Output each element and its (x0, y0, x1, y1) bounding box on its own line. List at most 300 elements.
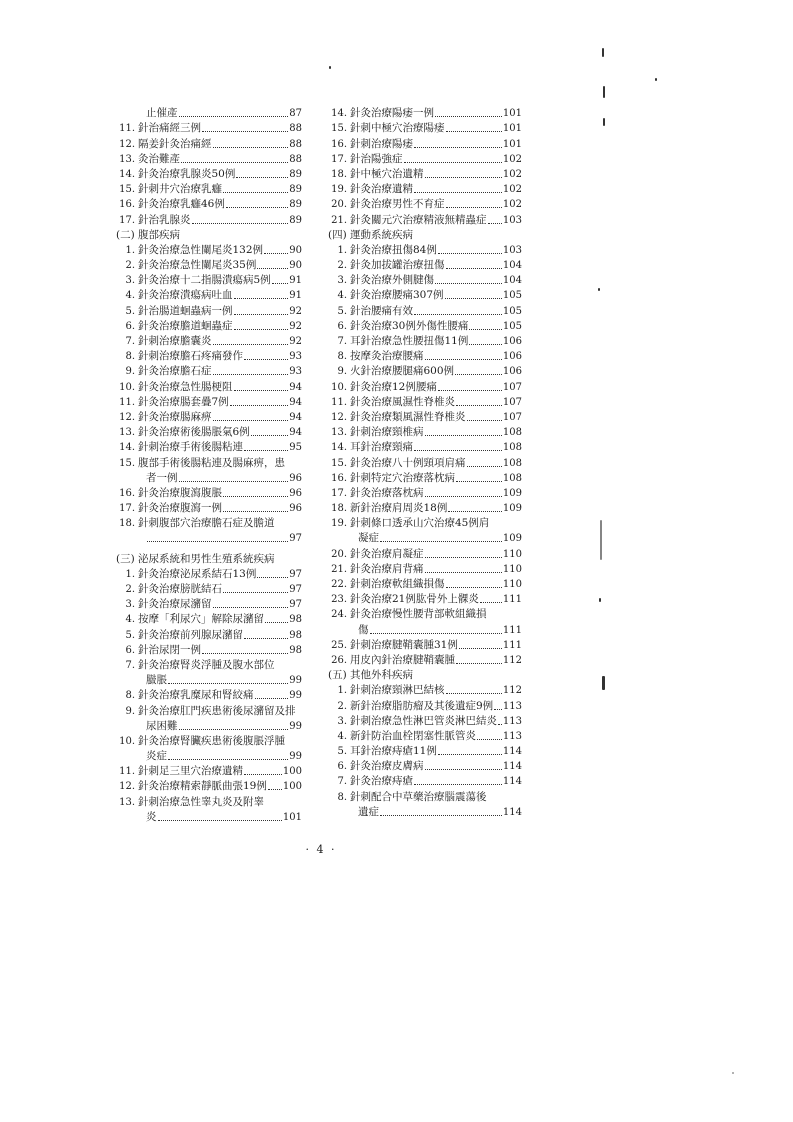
toc-entry (116, 486, 302, 501)
entry-title: 針灸治療21例肱骨外上髁炎 (350, 593, 479, 606)
entry-page-number: 97 (289, 599, 302, 611)
toc-entry (116, 794, 302, 809)
entry-title: 針灸治療乳癰46例 (138, 198, 225, 211)
entry-title: 者一例 (146, 471, 178, 484)
entry-title: 耳針治療急性腰扭傷11例 (350, 335, 469, 347)
entry-page-number: 111 (502, 624, 522, 636)
entry-number: 9. (337, 366, 347, 378)
entry-number: 11. (119, 123, 135, 135)
toc-entry (116, 152, 302, 167)
entry-number: 22. (331, 579, 347, 590)
entry-number: 24. (331, 609, 347, 621)
toc-entry (116, 364, 302, 379)
entry-number: 17. (119, 503, 135, 515)
toc-entry (116, 567, 302, 582)
entry-title: 針刺治療手術後腸粘連 (138, 441, 243, 454)
toc-entry (328, 516, 522, 531)
entry-title: 針灸治療急性腸梗阻 (138, 380, 233, 393)
entry-title: 針灸治療12例腰痛 (350, 380, 437, 393)
entry-title: 炎症 (146, 750, 167, 763)
entry-title: 針刺治療軟組織損傷 (350, 578, 445, 590)
entry-number: 15. (331, 123, 347, 135)
toc-entry (116, 136, 302, 151)
entry-page-number: 113 (502, 715, 522, 727)
entry-page-number: 106 (502, 336, 522, 347)
toc-entry (328, 212, 522, 227)
toc-entry (328, 759, 522, 774)
toc-entry (328, 714, 522, 729)
entry-number: 16. (119, 487, 135, 499)
dot-leader (446, 131, 502, 132)
entry-number: 1. (337, 244, 347, 256)
dot-leader (498, 724, 502, 725)
dot-leader (456, 405, 502, 406)
entry-page-number: 98 (289, 644, 302, 656)
entry-number: 13. (119, 153, 135, 165)
entry-page-number: 91 (289, 290, 302, 302)
entry-title: 針灸治療30例外傷性腰痛 (350, 319, 469, 332)
dot-leader (202, 131, 288, 132)
dot-leader (414, 147, 502, 148)
entry-title: 炎 (146, 810, 157, 823)
entry-page-number: 97 (289, 533, 302, 545)
toc-entry-continuation (116, 471, 302, 486)
entry-title: 針治尿閉一例 (138, 643, 201, 656)
dot-leader (244, 359, 288, 360)
entry-page-number: 88 (289, 153, 302, 165)
entry-title: 針灸治療痔瘡 (350, 775, 413, 788)
entry-page-number: 101 (282, 811, 302, 823)
entry-number: 5. (337, 305, 347, 317)
entry-number: 20. (331, 199, 347, 211)
entry-title: 針灸治療急性闌尾炎35例 (138, 259, 257, 272)
toc-entry-continuation (116, 810, 302, 825)
entry-title: 針治痛經三例 (138, 122, 201, 135)
toc-entry (116, 779, 302, 794)
entry-number: 14. (331, 108, 347, 120)
entry-number: 6. (125, 644, 135, 656)
entry-number: 23. (331, 594, 347, 606)
entry-number: 13. (331, 427, 347, 439)
toc-column-right (328, 106, 522, 820)
entry-number: 1. (125, 244, 135, 256)
section-heading: (四) 運動系統疾病 (328, 228, 414, 241)
entry-number: 14. (331, 442, 347, 454)
dot-leader (223, 592, 288, 593)
dot-leader (488, 223, 502, 224)
entry-title: 耳針治療頸痛 (350, 441, 413, 454)
toc-entry (116, 319, 302, 334)
entry-title: 針灸治療落枕病 (350, 486, 424, 499)
entry-number: 11. (331, 396, 347, 408)
entry-title: 針刺治療膽石疼痛發作 (138, 350, 243, 363)
entry-number: 11. (119, 396, 135, 408)
dot-leader (223, 496, 288, 497)
entry-number: 1. (337, 685, 347, 697)
dot-leader (255, 698, 289, 699)
dot-leader (257, 268, 288, 269)
entry-title: 針灸治療肩凝症 (350, 547, 424, 560)
dot-leader (213, 147, 289, 148)
toc-entry (328, 455, 522, 470)
entry-page-number: 89 (289, 168, 302, 180)
toc-entry (328, 729, 522, 744)
entry-title: 針治腸道蛔蟲病一例 (138, 304, 233, 317)
entry-page-number: 103 (502, 244, 522, 256)
entry-page-number: 106 (502, 366, 522, 378)
toc-entry (116, 612, 302, 627)
entry-page-number: 111 (502, 639, 522, 651)
toc-entry (328, 121, 522, 136)
entry-title: 針灸關元穴治療精液無精蟲症 (350, 213, 487, 226)
entry-page-number: 113 (502, 700, 522, 712)
toc-entry (116, 582, 302, 597)
entry-title: 針灸治療泌尿系結石13例 (138, 567, 257, 580)
entry-number: 2. (125, 260, 135, 272)
entry-title: 腹部手術後腸粘連及腸麻痹，患 (138, 456, 285, 469)
dot-leader (446, 587, 502, 588)
entry-title: 針治陽強症 (350, 152, 403, 165)
entry-page-number: 114 (502, 746, 522, 758)
entry-number: 14. (119, 168, 135, 180)
toc-entry (328, 425, 522, 440)
entry-page-number: 109 (502, 533, 522, 545)
entry-number: 6. (125, 320, 135, 332)
entry-title: 針灸治療術後腸脹氣6例 (138, 426, 250, 439)
entry-number: 5. (125, 305, 135, 317)
entry-page-number: 99 (289, 690, 302, 702)
entry-title: 新針防治血栓閉塞性脈管炎 (350, 729, 476, 742)
entry-page-number: 96 (289, 487, 302, 499)
dot-leader (192, 223, 289, 224)
entry-title: 針灸治療腰痛307例 (350, 289, 444, 302)
toc-entry (116, 258, 302, 273)
dot-leader (469, 329, 502, 330)
toc-entry (328, 395, 522, 410)
toc-entry (116, 349, 302, 364)
section-heading: (五) 其他外科疾病 (328, 669, 414, 682)
dot-leader (264, 253, 288, 254)
toc-entry (116, 243, 302, 258)
entry-number: 2. (125, 584, 135, 595)
entry-title: 用皮內針治療腱鞘囊腫 (350, 653, 455, 666)
entry-number: 3. (125, 599, 135, 611)
entry-page-number: 94 (289, 427, 302, 439)
dot-leader (459, 648, 502, 649)
entry-number: 14. (119, 442, 135, 454)
toc-entry (116, 182, 302, 197)
scan-speck (655, 78, 657, 81)
toc-entry (116, 597, 302, 612)
toc-entry (328, 243, 522, 258)
dot-leader (456, 481, 502, 482)
dot-leader (213, 344, 289, 345)
entry-page-number: 111 (502, 594, 522, 606)
dot-leader (226, 207, 288, 208)
entry-title: 按摩灸治療腰痛 (350, 350, 424, 363)
entry-number: 10. (119, 735, 135, 747)
scan-speck (602, 676, 605, 690)
dot-leader (469, 344, 502, 345)
dot-leader (244, 774, 282, 775)
dot-leader (477, 739, 502, 740)
toc-entry (116, 379, 302, 394)
entry-page-number: 110 (502, 579, 522, 590)
dot-leader (223, 511, 288, 512)
dot-leader (425, 177, 502, 178)
entry-page-number: 107 (502, 381, 522, 393)
entry-page-number: 98 (289, 629, 302, 641)
scan-speck (599, 598, 601, 602)
entry-title: 針治乳腺炎 (138, 213, 191, 226)
scan-speck (329, 66, 331, 69)
toc-entry (328, 197, 522, 212)
dot-leader (370, 633, 502, 634)
entry-title: 針灸治療腸麻痹 (138, 410, 212, 423)
entry-number: 18. (119, 518, 135, 530)
entry-title: 針灸治療慢性腰背部軟組織損 (350, 608, 487, 621)
entry-number: 17. (331, 487, 347, 499)
entry-page-number: 108 (502, 472, 522, 484)
toc-entry (328, 349, 522, 364)
page-number: · 4 · (305, 843, 337, 856)
entry-title: 針刺足三里穴治療遺精 (138, 765, 243, 778)
toc-entry-continuation (116, 106, 302, 121)
entry-number: 12. (119, 781, 135, 793)
entry-page-number: 108 (502, 457, 522, 469)
dot-leader (425, 572, 502, 573)
entry-number: 5. (125, 629, 135, 641)
entry-page-number: 97 (289, 584, 302, 595)
entry-number: 2. (337, 260, 347, 272)
entry-page-number: 100 (282, 781, 302, 793)
dot-leader (438, 754, 502, 755)
entry-page-number: 88 (289, 123, 302, 135)
entry-number: 16. (331, 472, 347, 484)
entry-number: 9. (125, 366, 135, 378)
toc-entry (116, 395, 302, 410)
entry-number: 4. (337, 730, 347, 742)
entry-title: 針灸治療精索靜脈曲張19例 (138, 780, 267, 793)
toc-entry (116, 688, 302, 703)
entry-page-number: 97 (289, 568, 302, 580)
entry-page-number: 110 (502, 563, 522, 575)
entry-number: 19. (331, 518, 347, 530)
dot-leader (414, 314, 502, 315)
toc-entry (116, 643, 302, 658)
dot-leader (234, 298, 289, 299)
dot-leader (446, 693, 502, 694)
dot-leader (380, 541, 502, 542)
entry-title: 臌脹 (146, 674, 167, 687)
entry-title: 針治腰痛有效 (350, 304, 413, 317)
entry-page-number: 94 (289, 411, 302, 423)
toc-entry (328, 273, 522, 288)
dot-leader (425, 769, 502, 770)
entry-title: 針灸治療風濕性脊椎炎 (350, 395, 455, 408)
entry-page-number: 102 (502, 168, 522, 180)
entry-number: 4. (337, 290, 347, 302)
entry-title: 針灸治療膽石症 (138, 365, 212, 378)
toc-entry (116, 288, 302, 303)
toc-entry (116, 734, 302, 749)
dot-leader (202, 653, 288, 654)
entry-title: 針刺中極穴治療陽痿 (350, 122, 445, 135)
dot-leader (455, 374, 502, 375)
entry-page-number: 88 (289, 138, 302, 150)
entry-page-number: 102 (502, 184, 522, 196)
dot-leader (446, 207, 502, 208)
entry-title: 尿困難 (146, 719, 178, 732)
entry-number: 17. (119, 214, 135, 226)
entry-title: 針灸治療外側腱傷 (350, 274, 434, 287)
entry-title: 針灸治療八十例頸項肩痛 (350, 456, 466, 469)
entry-page-number: 101 (502, 108, 522, 120)
entry-number: 18. (331, 503, 347, 515)
toc-entry (328, 410, 522, 425)
entry-page-number: 101 (502, 138, 522, 150)
dot-leader (179, 116, 289, 117)
toc-entry (116, 273, 302, 288)
entry-number: 16. (331, 138, 347, 150)
entry-title: 針中極穴治遺精 (350, 167, 424, 180)
dot-leader (265, 622, 288, 623)
toc-entry (116, 703, 302, 718)
dot-leader (438, 253, 502, 254)
entry-number: 2. (337, 700, 347, 712)
entry-title: 隔姜針灸治痛經 (138, 137, 212, 150)
entry-title: 針刺治療陽痿 (350, 137, 413, 150)
entry-title: 針灸治療尿瀦留 (138, 598, 212, 611)
toc-entry (328, 379, 522, 394)
dot-leader (181, 162, 288, 163)
entry-title: 針灸治療腎臟疾患術後腹脹浮腫 (138, 734, 285, 747)
entry-title: 針刺治療頸椎病 (350, 426, 424, 439)
entry-title: 針灸治療潰瘍病吐血 (138, 289, 233, 302)
dot-leader (272, 283, 289, 284)
dot-leader (147, 541, 288, 542)
toc-entry (116, 627, 302, 642)
entry-page-number: 96 (289, 503, 302, 515)
dot-leader (268, 789, 282, 790)
dot-leader (251, 435, 289, 436)
entry-number: 21. (331, 563, 347, 575)
toc-entry (116, 334, 302, 349)
dot-leader (467, 466, 502, 467)
entry-page-number: 105 (502, 305, 522, 317)
dot-leader (448, 511, 502, 512)
entry-title: 針灸治療乳糜尿和腎絞痛 (138, 689, 254, 702)
entry-page-number: 108 (502, 442, 522, 454)
toc-entry (116, 167, 302, 182)
entry-number: 15. (331, 457, 347, 469)
toc-entry (328, 638, 522, 653)
entry-number: 1. (125, 568, 135, 580)
entry-number: 13. (119, 796, 135, 808)
toc-entry (328, 577, 522, 592)
entry-number: 3. (125, 275, 135, 287)
entry-number: 21. (331, 214, 347, 226)
entry-number: 18. (331, 168, 347, 180)
entry-number: 6. (337, 761, 347, 773)
dot-leader (257, 577, 288, 578)
dot-leader (244, 450, 288, 451)
entry-number: 10. (331, 381, 347, 393)
entry-number: 11. (119, 766, 135, 778)
entry-number: 13. (119, 427, 135, 439)
entry-title: 針灸治療膀胱結石 (138, 583, 222, 595)
toc-entry (328, 592, 522, 607)
entry-number: 15. (119, 457, 135, 469)
entry-page-number: 112 (502, 654, 522, 666)
toc-entry (328, 106, 522, 121)
toc-entry (116, 410, 302, 425)
toc-entry (328, 607, 522, 622)
dot-leader (230, 405, 289, 406)
dot-leader (223, 192, 288, 193)
entry-page-number: 92 (289, 320, 302, 332)
dot-leader (425, 359, 502, 360)
toc-entry (328, 303, 522, 318)
entry-number: 4. (125, 290, 135, 302)
section-heading: (二) 腹部疾病 (116, 228, 181, 241)
toc-entry (116, 303, 302, 318)
dot-leader (414, 192, 502, 193)
entry-page-number: 100 (282, 766, 302, 778)
entry-page-number: 107 (502, 411, 522, 423)
entry-title: 傷 (358, 623, 369, 636)
entry-page-number: 105 (502, 320, 522, 332)
dot-leader (456, 663, 502, 664)
dot-leader (213, 607, 289, 608)
dot-leader (179, 481, 289, 482)
entry-number: 9. (125, 705, 135, 717)
entry-number: 15. (119, 184, 135, 196)
entry-page-number: 94 (289, 396, 302, 408)
entry-title: 針刺治療膽囊炎 (138, 335, 212, 347)
toc-entry (328, 653, 522, 668)
entry-title: 灸治難產 (138, 152, 180, 165)
dot-leader (213, 374, 289, 375)
entry-title: 針刺條口透承山穴治療45例肩 (350, 517, 490, 530)
entry-page-number: 101 (502, 123, 522, 135)
dot-leader (414, 450, 502, 451)
toc-entry (328, 440, 522, 455)
dot-leader (425, 496, 502, 497)
scan-speck (598, 288, 600, 291)
entry-title: 針灸治療扭傷84例 (350, 243, 437, 256)
entry-page-number: 110 (502, 548, 522, 560)
entry-title: 針刺特定穴治療落枕病 (350, 471, 455, 484)
entry-title: 針刺井穴治療乳癰 (138, 183, 222, 196)
entry-number: 6. (337, 320, 347, 332)
entry-title: 針灸治療腹瀉腹脹 (138, 486, 222, 499)
entry-page-number: 91 (289, 275, 302, 287)
dot-leader (425, 435, 502, 436)
dot-leader (467, 420, 502, 421)
entry-title: 針灸治療十二指腸潰瘍病5例 (138, 274, 271, 287)
toc-entry (328, 136, 522, 151)
entry-title: 針灸治療前列腺尿瀦留 (138, 628, 243, 641)
entry-number: 10. (119, 381, 135, 393)
entry-title: 新針治療脂肪瘤及其後遺症9例 (350, 699, 494, 712)
dot-leader (213, 420, 289, 421)
entry-number: 8. (125, 690, 135, 702)
entry-title: 針刺治療急性淋巴管炎淋巴結炎 (350, 714, 497, 727)
entry-page-number: 102 (502, 199, 522, 211)
entry-title: 針灸治療腹瀉一例 (138, 502, 222, 515)
entry-page-number: 104 (502, 260, 522, 272)
